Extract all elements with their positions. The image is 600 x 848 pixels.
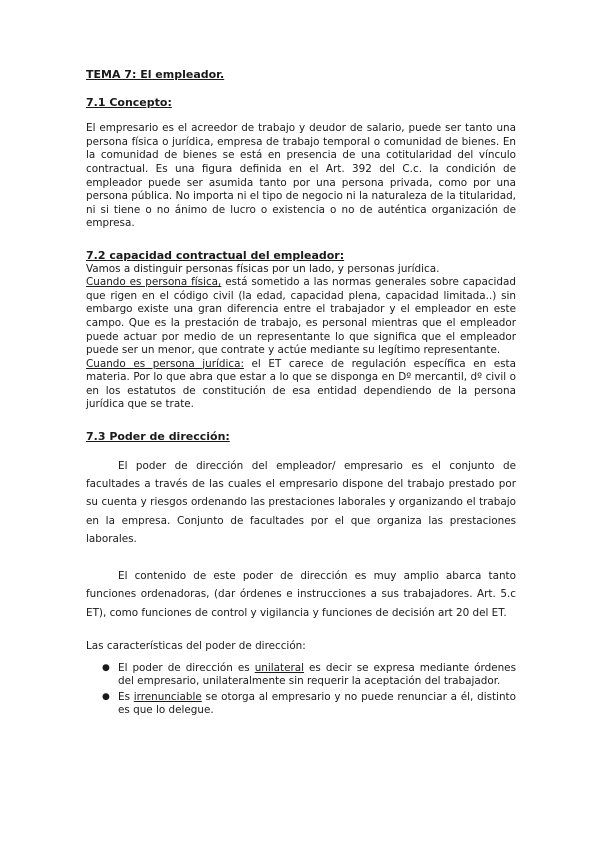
caracteristicas-list <box>86 662 516 718</box>
persona-juridica-text: el ET carece de regulación específica en esta materia. Por lo que abra que estar a lo que se disponga en Dº mercantil, dº civil o en los estatutos de constitución de esa entidad dependiendo de la persona jurídica que se trate. <box>86 357 516 411</box>
persona-fisica-paragraph <box>86 276 516 358</box>
bullet-icon: ● <box>102 691 110 702</box>
list-item: ● El poder de dirección es unilateral es decir se expresa mediante órdenes del empresario, unilateralmente sin requerir la aceptación del trabajador. <box>102 661 516 688</box>
persona-fisica-label: Cuando es persona física, <box>86 276 222 289</box>
persona-juridica-label: Cuando es persona jurídica: <box>86 357 244 370</box>
section-heading-concepto: 7.1 Concepto: <box>86 95 172 109</box>
irrenunciable-term: irrenunciable <box>133 690 202 703</box>
document-title: TEMA 7: El empleador. <box>86 68 225 81</box>
list-item: ● Es irrenunciable se otorga al empresario y no puede renunciar a él, distinto es que lo delegue. <box>102 690 516 717</box>
unilateral-term: unilateral <box>254 661 305 674</box>
section-heading-poder: 7.3 Poder de dirección: <box>86 430 230 444</box>
section-heading-capacidad: 7.2 capacidad contractual del empleador: <box>86 248 345 262</box>
caracteristicas-intro: Las características del poder de dirección: <box>86 639 306 652</box>
persona-juridica-paragraph <box>86 358 516 412</box>
poder-paragraph-1: El poder de dirección del empleador/ empresario es el conjunto de facultades a través de las cuales el empresario dispone del trabajo prestado por su cuenta y riesgos ordenando las prestaciones laborales y organizando el trabajo en la empresa. Conjunto de facultades por el que organiza las prestaciones laborales. <box>86 459 516 546</box>
poder-paragraph-2: El contenido de este poder de dirección es muy amplio abarca tanto funciones ordenadoras, (dar órdenes e instrucciones a sus trabajadores. Art. 5.c ET), como funciones de control y vigilancia y funciones de decisión art 20 del ET. <box>86 569 516 619</box>
document-page <box>86 68 516 720</box>
bullet-icon: ● <box>102 662 110 673</box>
persona-fisica-text: está sometido a las normas generales sobre capacidad que rigen en el código civil (la edad, capacidad plena, capacidad limitada..) sin embargo existe una gran diferencia entre el trabajador y el empleador en este campo. Que es la prestación de trabajo, es personal mientras que el empleador puede actuar por medio de un representante lo que significa que el empleador puede ser un menor, que contrate y actúe mediante su legítimo representante. <box>86 276 516 357</box>
capacidad-intro: Vamos a distinguir personas físicas por un lado, y personas jurídica. <box>86 262 440 275</box>
concepto-paragraph: El empresario es el acreedor de trabajo y deudor de salario, puede ser tanto una persona física o jurídica, empresa de trabajo temporal o comunidad de bienes. En la comunidad de bienes se está en presencia de una cotitularidad del vínculo contractual. Es una figura definida en el Art. 392 del C.c. la condición de empleador puede ser asumida tanto por una persona privada, como por una persona pública. No importa ni el tipo de negocio ni la naturaleza de la titularidad, ni si tiene o no ánimo de lucro o existencia o no de auténtica organización de empresa. <box>86 122 516 230</box>
